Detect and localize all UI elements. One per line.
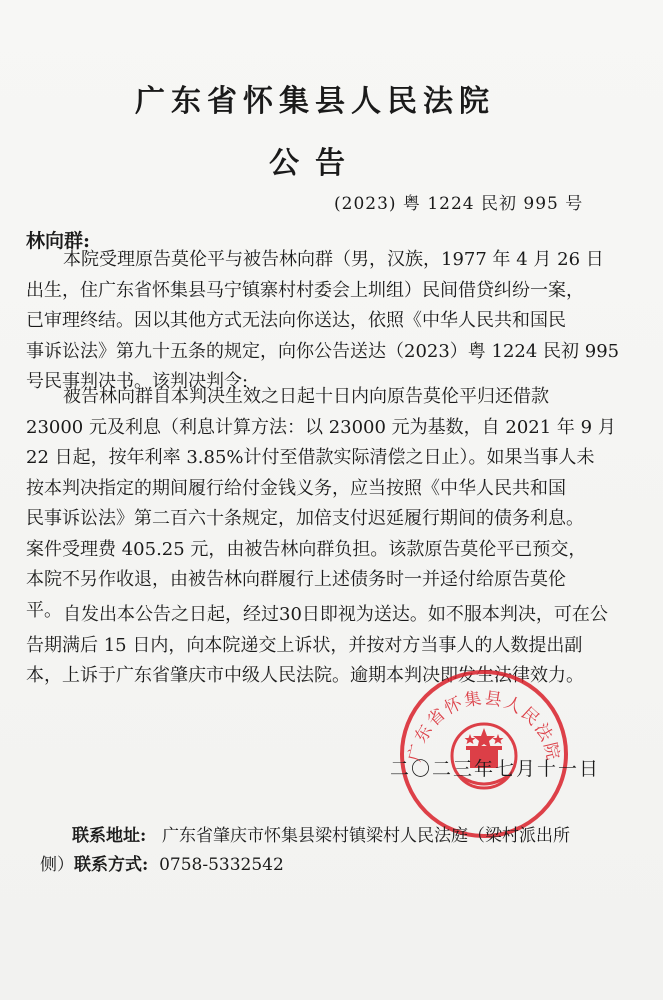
case-number: (2023) 粤 1224 民初 995 号 [334, 194, 584, 214]
text-line: 告期满后 15 日内，向本院递交上诉状，并按对方当事人的人数提出副 [26, 634, 583, 656]
issue-date: 二〇二三年七月十一日 [390, 758, 601, 780]
text-line: 出生，住广东省怀集县马宁镇寨村村委会上圳组）民间借贷纠纷一案， [26, 279, 584, 301]
text-line: 本院受理原告莫伦平与被告林向群（男，汉族，1977 年 4 月 26 日 [63, 249, 604, 270]
text-line: 平。 [26, 599, 62, 621]
text-line: 本院不另作收退，由被告林向群履行上述债务时一并迳付给原告莫伦 [26, 569, 566, 590]
text-line: 23000 元及利息（利息计算方法：以 23000 元为基数，自 2021 年 9 月 [26, 416, 616, 438]
seal-text: 广东省怀集县人民法院 [404, 688, 564, 764]
contact-line-2 [40, 850, 284, 875]
text-line: 自发出本公告之日起，经过30日即视为送达。如不服本判决，可在公 [63, 604, 608, 625]
text-line: 已审理终结。因以其他方式无法向你送达，依照《中华人民共和国民 [26, 310, 566, 331]
phone-number: 0758-5332542 [159, 855, 284, 875]
text-line: 本，上诉于广东省肇庆市中级人民法院。逾期本判决即发生法律效力。 [26, 665, 584, 686]
paragraph-case-summary [26, 245, 620, 398]
phone-label: 联系方式: [74, 855, 149, 875]
text-line: 号民事判决书。该判决判令: [26, 371, 249, 392]
text-line: 22 日起，按年利率 3.85%计付至借款实际清偿之日止）。如果当事人未 [26, 447, 595, 468]
document-type-heading: 公告 [269, 146, 361, 181]
addressee: 林向群: [26, 230, 91, 252]
text-line: 被告林向群自本判决生效之日起十日内向原告莫伦平归还借款 [63, 386, 549, 407]
contact-address-label: 联系地址: [72, 826, 147, 846]
contact-address-continued: 侧） [40, 855, 74, 875]
contact-address: 广东省肇庆市怀集县梁村镇梁村人民法庭（梁村派出所 [162, 826, 570, 846]
paragraph-judgment [26, 382, 616, 626]
text-line: 事诉讼法》第九十五条的规定，向你公告送达（2023）粤 1224 民初 995 [26, 340, 620, 362]
text-line: 案件受理费 405.25 元，由被告林向群负担。该款原告莫伦平已预交， [26, 538, 587, 560]
court-name-heading: 广东省怀集县人民法院 [135, 84, 495, 119]
text-line: 民事诉讼法》第二百六十条规定，加倍支付迟延履行期间的债务利息。 [26, 508, 584, 529]
text-line: 按本判决指定的期间履行给付金钱义务，应当按照《中华人民共和国 [26, 477, 566, 499]
